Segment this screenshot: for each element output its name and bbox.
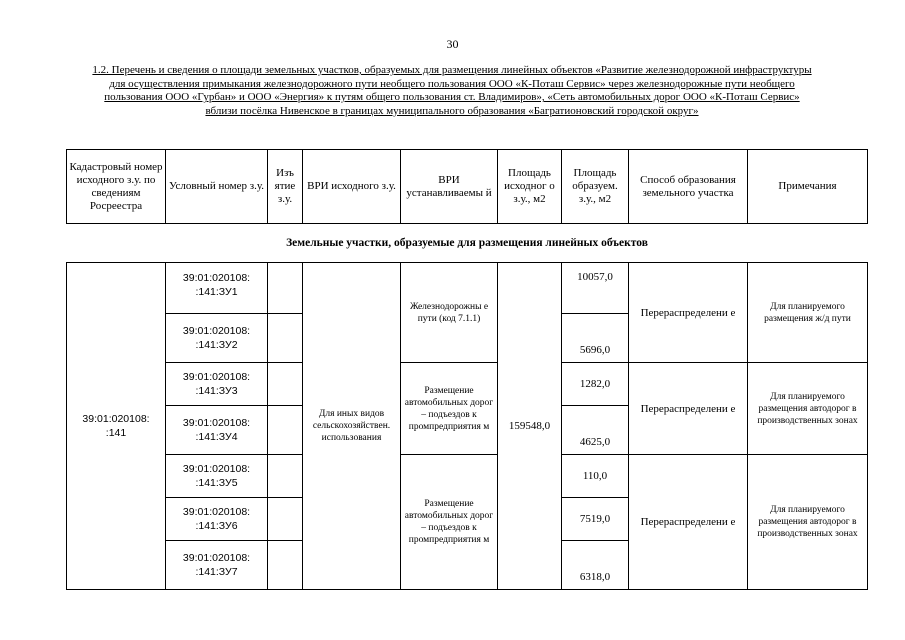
plot-area-cell: 4625,0 — [562, 406, 629, 455]
plot-id-cell: 39:01:020108: :141:ЗУ1 — [166, 263, 268, 314]
new-vri-cell: Размещение автомобильных дорог – подъездов к промпредприятия м — [401, 363, 498, 455]
col-source-area: Площадь исходног о з.у., м2 — [498, 150, 562, 224]
plot-area-cell: 5696,0 — [562, 314, 629, 363]
col-withdrawal: Изъ ятие з.у. — [268, 150, 303, 224]
plot-id-cell: 39:01:020108: :141:ЗУ7 — [166, 541, 268, 590]
section-title: Земельные участки, образуемые для размещения линейных объектов — [286, 237, 648, 249]
col-notes: Примечания — [748, 150, 868, 224]
withdrawal-cell — [268, 314, 303, 363]
plot-area-cell: 110,0 — [562, 455, 629, 498]
withdrawal-cell — [268, 406, 303, 455]
plot-area-cell: 7519,0 — [562, 498, 629, 541]
withdrawal-cell — [268, 455, 303, 498]
formation-method-cell: Перераспределени е — [629, 455, 748, 590]
plot-id-cell: 39:01:020108: :141:ЗУ4 — [166, 406, 268, 455]
section-heading: 1.2. Перечень и сведения о площади земельных участков, образуемых для размещения линейных объектов «Развитие железнодорожной инфраструктуры для осуществления примыкания железнодорожного пути необщего пользования ООО «К-Поташ Сервис» через железнодорожные пути необщего пользования ООО «Гурбан» и ООО «Энергия» к путям общего пользования ст. Владимиров», «Сеть автомобильных дорог ООО «К-Поташ Сервис» вблизи посёлка Нивенское в границах муниципального образования «Багратионовский городской округ» — [92, 64, 812, 117]
withdrawal-cell — [268, 498, 303, 541]
col-formation-method: Способ образования земельного участка — [629, 150, 748, 224]
notes-cell: Для планируемого размещения автодорог в производственных зонах — [748, 363, 868, 455]
plot-area-cell: 10057,0 — [562, 263, 629, 314]
plot-id-cell: 39:01:020108: :141:ЗУ6 — [166, 498, 268, 541]
col-new-area: Площадь образуем. з.у., м2 — [562, 150, 629, 224]
source-vri-cell: Для иных видов сельскохозяйствен. использования — [303, 263, 401, 590]
col-new-vri: ВРИ устанавливаемы й — [401, 150, 498, 224]
table-row — [67, 363, 868, 406]
source-area-cell: 159548,0 — [498, 263, 562, 590]
formation-method-cell: Перераспределени е — [629, 263, 748, 363]
plot-area-cell: 6318,0 — [562, 541, 629, 590]
new-vri-cell: Размещение автомобильных дорог – подъездов к промпредприятия м — [401, 455, 498, 590]
col-conditional-number: Условный номер з.у. — [166, 150, 268, 224]
notes-cell: Для планируемого размещения ж/д пути — [748, 263, 868, 363]
withdrawal-cell — [268, 541, 303, 590]
withdrawal-cell — [268, 263, 303, 314]
new-vri-cell: Железнодорожны е пути (код 7.1.1) — [401, 263, 498, 363]
formation-method-cell: Перераспределени е — [629, 363, 748, 455]
plot-area-cell: 1282,0 — [562, 363, 629, 406]
table-header-row — [67, 150, 868, 224]
plot-id-cell: 39:01:020108: :141:ЗУ3 — [166, 363, 268, 406]
page-number: 30 — [446, 37, 459, 51]
notes-cell: Для планируемого размещения автодорог в производственных зонах — [748, 455, 868, 590]
col-cadastral-number: Кадастровый номер исходного з.у. по сведениям Росреестра — [67, 150, 166, 224]
land-plots-table — [66, 149, 868, 590]
col-source-vri: ВРИ исходного з.у. — [303, 150, 401, 224]
source-cadastral-cell: 39:01:020108: :141 — [67, 263, 166, 590]
table-row — [67, 263, 868, 314]
plot-id-cell: 39:01:020108: :141:ЗУ5 — [166, 455, 268, 498]
plot-id-cell: 39:01:020108: :141:ЗУ2 — [166, 314, 268, 363]
withdrawal-cell — [268, 363, 303, 406]
table-row — [67, 455, 868, 498]
